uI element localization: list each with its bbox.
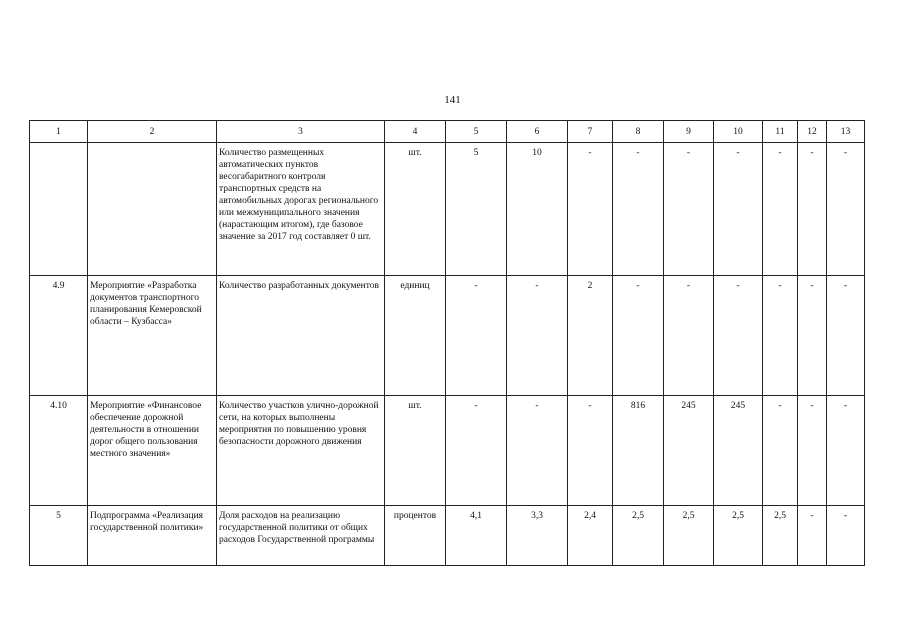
row-number: 4.10: [30, 396, 88, 506]
value-cell: -: [613, 276, 664, 396]
table-row: [30, 143, 865, 276]
value-cell: -: [798, 506, 827, 566]
event-name: Подпрограмма «Реализация государственной политики»: [88, 506, 217, 566]
value-cell: 2,5: [714, 506, 763, 566]
column-header: 6: [507, 121, 568, 143]
value-cell: 2,5: [613, 506, 664, 566]
value-cell: 3,3: [507, 506, 568, 566]
value-cell: -: [714, 143, 763, 276]
value-cell: 245: [714, 396, 763, 506]
value-cell: -: [714, 276, 763, 396]
value-cell: 10: [507, 143, 568, 276]
value-cell: -: [827, 276, 865, 396]
value-cell: 816: [613, 396, 664, 506]
value-cell: -: [664, 276, 714, 396]
column-header: 1: [30, 121, 88, 143]
value-cell: -: [613, 143, 664, 276]
indicator-name: Количество участков улично-дорожной сети, на которых выполнены мероприятия по повышению уровня безопасности дорожного движения: [217, 396, 385, 506]
row-number: 5: [30, 506, 88, 566]
column-header: 7: [568, 121, 613, 143]
value-cell: -: [798, 143, 827, 276]
value-cell: -: [568, 143, 613, 276]
column-header: 5: [446, 121, 507, 143]
value-cell: 4,1: [446, 506, 507, 566]
column-header: 11: [763, 121, 798, 143]
value-cell: -: [827, 143, 865, 276]
value-cell: 5: [446, 143, 507, 276]
column-header: 12: [798, 121, 827, 143]
row-number: 4.9: [30, 276, 88, 396]
table-row: [30, 396, 865, 506]
value-cell: 2: [568, 276, 613, 396]
value-cell: 2,4: [568, 506, 613, 566]
indicator-name: Количество размещенных автоматических пунктов весогабаритного контроля транспортных средств на автомобильных дорогах регионального или межмуниципального значения (нарастающим итогом), где базовое значение за 2017 год составляет 0 шт.: [217, 143, 385, 276]
indicator-name: Доля расходов на реализацию государственной политики от общих расходов Государственной программы: [217, 506, 385, 566]
event-name: Мероприятие «Финансовое обеспечение дорожной деятельности в отношении дорог общего пользования местного значения»: [88, 396, 217, 506]
column-header: 3: [217, 121, 385, 143]
value-cell: -: [568, 396, 613, 506]
row-number: [30, 143, 88, 276]
header-row: [30, 121, 865, 143]
value-cell: 245: [664, 396, 714, 506]
value-cell: 2,5: [664, 506, 714, 566]
value-cell: -: [507, 276, 568, 396]
value-cell: -: [827, 506, 865, 566]
value-cell: -: [664, 143, 714, 276]
event-name: Мероприятие «Разработка документов транспортного планирования Кемеровской области – Кузбасса»: [88, 276, 217, 396]
table-row: [30, 506, 865, 566]
unit: процентов: [385, 506, 446, 566]
unit: единиц: [385, 276, 446, 396]
indicator-name: Количество разработанных документов: [217, 276, 385, 396]
column-header: 2: [88, 121, 217, 143]
unit: шт.: [385, 396, 446, 506]
value-cell: -: [446, 276, 507, 396]
value-cell: -: [446, 396, 507, 506]
value-cell: -: [763, 143, 798, 276]
value-cell: -: [798, 396, 827, 506]
column-header: 10: [714, 121, 763, 143]
unit: шт.: [385, 143, 446, 276]
indicators-table: [29, 120, 865, 566]
value-cell: -: [827, 396, 865, 506]
page-number: 141: [444, 94, 461, 106]
value-cell: -: [763, 276, 798, 396]
column-header: 9: [664, 121, 714, 143]
value-cell: -: [763, 396, 798, 506]
value-cell: -: [507, 396, 568, 506]
column-header: 4: [385, 121, 446, 143]
column-header: 13: [827, 121, 865, 143]
column-header: 8: [613, 121, 664, 143]
event-name: [88, 143, 217, 276]
value-cell: 2,5: [763, 506, 798, 566]
table-row: [30, 276, 865, 396]
value-cell: -: [798, 276, 827, 396]
